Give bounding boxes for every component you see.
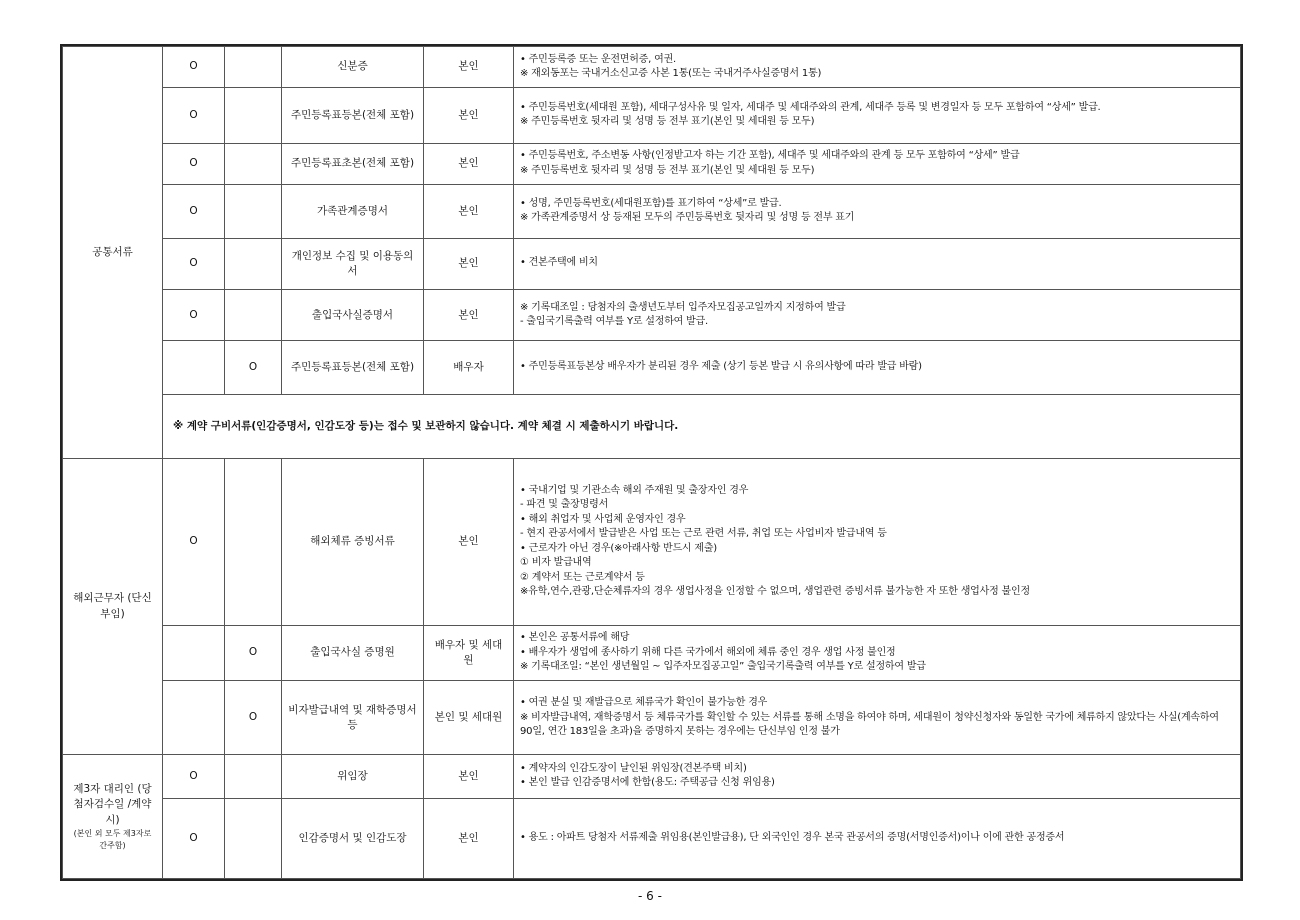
note-line: • 성명, 주민등록번호(세대원포함)를 표기하여 “상세”로 발급. xyxy=(520,197,782,209)
doc-notes xyxy=(514,798,1241,878)
spouse-mark-empty xyxy=(225,458,282,625)
table-row xyxy=(63,143,1241,184)
category-proxy-label: 제3자 대리인 (당첨자검수일 /계약 시) xyxy=(73,783,152,826)
self-mark: O xyxy=(163,798,225,878)
issuer: 본인 xyxy=(424,47,514,88)
note-line: ※ 비자발급내역, 재학증명서 등 체류국가를 확인할 수 있는 서류를 통해 소명을 하여야 하며, 세대원이 청약신청자와 동일한 국가에 체류하지 않았다는 사실(계속하여 90일, 연간 183일을 초과)을 증명하지 못하는 경우에는 단신부임 인정 불가 xyxy=(520,711,1219,738)
doc-type: 인감증명서 및 인감도장 xyxy=(282,798,424,878)
issuer: 본인 xyxy=(424,798,514,878)
doc-notes xyxy=(514,341,1241,395)
issuer: 본인 xyxy=(424,238,514,289)
note-line: • 주민등록표등본상 배우자가 분리된 경우 제출 (상기 등본 발급 시 유의사항에 따라 발급 바람) xyxy=(520,361,922,373)
note-line: - 출입국기록출력 여부를 Y로 설정하여 발급. xyxy=(520,316,709,328)
issuer: 본인 xyxy=(424,755,514,798)
doc-type: 가족관계증명서 xyxy=(282,184,424,238)
issuer: 배우자 및 세대원 xyxy=(424,625,514,681)
doc-type: 신분증 xyxy=(282,47,424,88)
note-line: ※ 기록대조일 : 당첨자의 출생년도부터 입주자모집공고일까지 지정하여 발급 xyxy=(520,301,846,313)
doc-notes xyxy=(514,238,1241,289)
doc-type: 출입국사실 증명원 xyxy=(282,625,424,681)
category-overseas: 해외근무자 (단신부임) xyxy=(63,458,163,755)
self-mark: O xyxy=(163,47,225,88)
note-line: ※ 주민등록번호 뒷자리 및 성명 등 전부 표기(본인 및 세대원 등 모두) xyxy=(520,116,815,128)
issuer: 본인 및 세대원 xyxy=(424,681,514,755)
note-line: • 본인 발급 인감증명서에 한함(용도: 주택공급 신청 위임용) xyxy=(520,777,775,789)
note-line: • 여권 분실 및 재발급으로 체류국가 확인이 불가능한 경우 xyxy=(520,697,768,709)
note-line: ※ 주민등록번호 뒷자리 및 성명 등 전부 표기(본인 및 세대원 등 모두) xyxy=(520,164,815,176)
self-mark: O xyxy=(163,289,225,340)
spouse-mark-empty xyxy=(225,47,282,88)
spouse-mark-empty xyxy=(225,143,282,184)
table-row xyxy=(63,681,1241,755)
doc-notes xyxy=(514,625,1241,681)
note-line: ※ 재외동포는 국내거소신고증 사본 1통(또는 국내거주사실증명서 1통) xyxy=(520,68,822,80)
spouse-mark: O xyxy=(225,625,282,681)
doc-type: 주민등록표초본(전체 포함) xyxy=(282,143,424,184)
note-line: • 계약자의 인감도장이 날인된 위임장(견본주택 비치) xyxy=(520,762,747,774)
table-row xyxy=(63,238,1241,289)
issuer: 본인 xyxy=(424,143,514,184)
table-row xyxy=(63,395,1241,459)
doc-type: 개인정보 수집 및 이용동의서 xyxy=(282,238,424,289)
page-number: - 6 - xyxy=(638,889,662,903)
table-row xyxy=(63,458,1241,625)
note-line: ※ 가족관계증명서 상 등재된 모두의 주민등록번호 뒷자리 및 성명 등 전부 표기 xyxy=(520,212,855,224)
category-proxy xyxy=(63,755,163,879)
doc-type: 해외체류 증빙서류 xyxy=(282,458,424,625)
note-line: • 본인은 공통서류에 해당 xyxy=(520,632,630,644)
category-proxy-note: (본인 외 모두 제3자로 간주함) xyxy=(73,828,152,850)
doc-type: 주민등록표등본(전체 포함) xyxy=(282,88,424,144)
doc-notes xyxy=(514,681,1241,755)
spouse-mark-empty xyxy=(225,798,282,878)
note-line: - 현지 관공서에서 발급받은 사업 또는 근로 관련 서류, 취업 또는 사업비자 발급내역 등 xyxy=(520,528,887,540)
doc-notes xyxy=(514,47,1241,88)
table-row xyxy=(63,184,1241,238)
self-mark: O xyxy=(163,88,225,144)
table-row xyxy=(63,625,1241,681)
doc-type: 비자발급내역 및 재학증명서 등 xyxy=(282,681,424,755)
self-mark-empty xyxy=(163,625,225,681)
self-mark: O xyxy=(163,184,225,238)
issuer: 본인 xyxy=(424,184,514,238)
issuer: 본인 xyxy=(424,88,514,144)
note-line: ※유학,연수,관광,단순체류자의 경우 생업사정을 인정할 수 없으며, 생업관련 증빙서류 불가능한 자 또한 생업사정 불인정 xyxy=(520,586,1030,598)
note-line: ① 비자 발급내역 xyxy=(520,557,592,569)
issuer: 본인 xyxy=(424,289,514,340)
issuer: 본인 xyxy=(424,458,514,625)
self-mark: O xyxy=(163,458,225,625)
note-line: • 견본주택에 비치 xyxy=(520,257,598,269)
note-line: • 배우자가 생업에 종사하기 위해 다른 국가에서 해외에 체류 중인 경우 생업 사정 불인정 xyxy=(520,646,896,658)
doc-notes xyxy=(514,755,1241,798)
note-line: • 해외 취업자 및 사업체 운영자인 경우 xyxy=(520,513,686,525)
spouse-mark-empty xyxy=(225,755,282,798)
doc-notes xyxy=(514,88,1241,144)
self-mark-empty xyxy=(163,341,225,395)
document-table-frame xyxy=(60,44,1243,881)
spouse-mark-empty xyxy=(225,88,282,144)
note-line: • 근로자가 아닌 경우(※아래사항 반드시 제출) xyxy=(520,542,717,554)
note-line: ※ 기록대조일: “본인 생년월일 ~ 입주자모집공고일” 출입국기록출력 여부를 Y로 설정하여 발급 xyxy=(520,661,926,673)
spouse-mark-empty xyxy=(225,184,282,238)
table-row xyxy=(63,88,1241,144)
spouse-mark: O xyxy=(225,681,282,755)
doc-notes xyxy=(514,458,1241,625)
contract-notice: ※ 계약 구비서류(인감증명서, 인감도장 등)는 접수 및 보관하지 않습니다. 계약 체결 시 제출하시기 바랍니다. xyxy=(163,395,1241,459)
table-row xyxy=(63,341,1241,395)
spouse-mark-empty xyxy=(225,289,282,340)
note-line: • 주민등록번호(세대원 포함), 세대구성사유 및 일자, 세대주 및 세대주와의 관계, 세대주 등록 및 변경일자 등 모두 포함하여 “상세” 발급. xyxy=(520,101,1101,113)
self-mark: O xyxy=(163,755,225,798)
table-row xyxy=(63,798,1241,878)
note-line: • 용도 : 아파트 당첨자 서류제출 위임용(본인발급용), 단 외국인인 경우 본국 관공서의 증명(서명인증서)이나 이에 관한 공정증서 xyxy=(520,832,1065,844)
note-line: ② 계약서 또는 근로계약서 등 xyxy=(520,571,645,583)
doc-type: 주민등록표등본(전체 포함) xyxy=(282,341,424,395)
issuer: 배우자 xyxy=(424,341,514,395)
doc-notes xyxy=(514,184,1241,238)
doc-type: 위임장 xyxy=(282,755,424,798)
doc-notes xyxy=(514,143,1241,184)
table-row xyxy=(63,755,1241,798)
table-row xyxy=(63,47,1241,88)
note-line: • 국내기업 및 기관소속 해외 주재원 및 출장자인 경우 xyxy=(520,484,749,496)
doc-type: 출입국사실증명서 xyxy=(282,289,424,340)
category-common: 공통서류 xyxy=(63,47,163,459)
spouse-mark: O xyxy=(225,341,282,395)
self-mark: O xyxy=(163,238,225,289)
self-mark-empty xyxy=(163,681,225,755)
note-line: • 주민등록번호, 주소변동 사항(인정받고자 하는 기간 포함), 세대주 및 세대주와의 관계 등 모두 포함하여 “상세” 발급 xyxy=(520,150,1020,162)
table-row xyxy=(63,289,1241,340)
self-mark: O xyxy=(163,143,225,184)
spouse-mark-empty xyxy=(225,238,282,289)
required-documents-table xyxy=(62,46,1241,879)
doc-notes xyxy=(514,289,1241,340)
note-line: - 파견 및 출장명령서 xyxy=(520,499,609,511)
note-line: • 주민등록증 또는 운전면허증, 여권. xyxy=(520,53,677,65)
